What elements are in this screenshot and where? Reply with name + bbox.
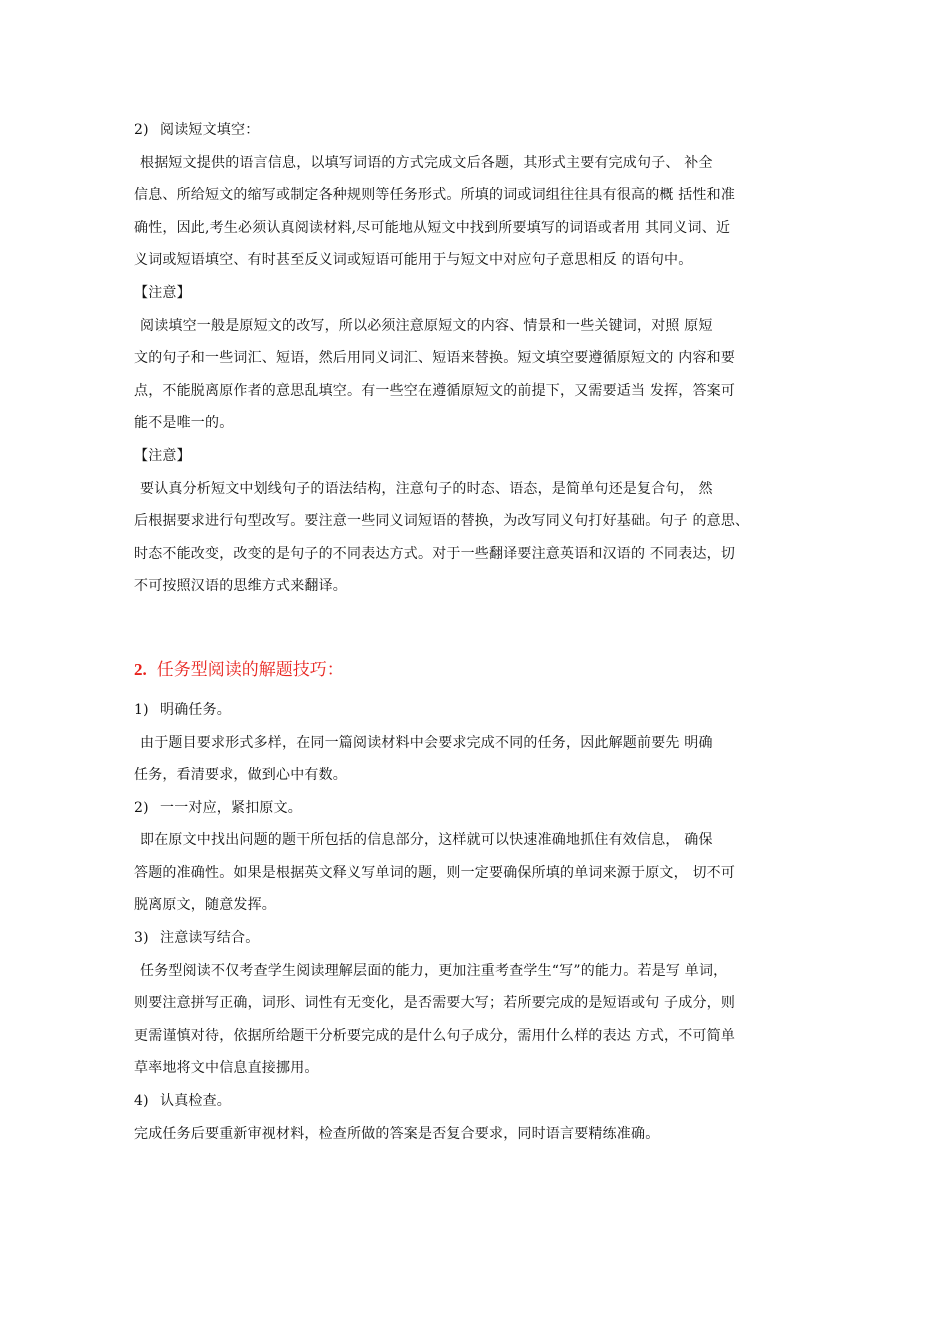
list-marker: 2) (134, 122, 149, 138)
note-label: 【注意】 (134, 448, 191, 464)
paragraph-line: 由于题目要求形式多样，在同一篇阅读材料中会要求完成不同的任务，因此解题前要先 明确 (140, 735, 713, 751)
paragraph-line: 完成任务后要重新审视材料，检查所做的答案是否复合要求，同时语言要精练准确。 (134, 1126, 660, 1142)
paragraph-line: 能不是唯一的。 (134, 415, 234, 431)
list-item-text: 明确任务。 (160, 702, 231, 718)
paragraph-line: 后根据要求进行句型改写。要注意一些同义词短语的替换，为改写同义句打好基础。句子 的意思、 (134, 513, 750, 529)
paragraph-line: 点，不能脱离原作者的意思乱填空。有一些空在遵循原短文的前提下，又需要适当 发挥，答案可 (134, 383, 736, 399)
paragraph-line: 文的句子和一些词汇、短语，然后用同义词汇、短语来替换。短文填空要遵循原短文的 内容和要 (134, 350, 736, 366)
paragraph-line: 不可按照汉语的思维方式来翻译。 (134, 578, 347, 594)
list-marker: 1) (134, 702, 149, 718)
paragraph-line: 根据短文提供的语言信息，以填写词语的方式完成文后各题，其形式主要有完成句子、 补全 (140, 155, 713, 171)
list-item-1 (134, 700, 231, 720)
paragraph-line: 更需谨慎对待，依据所给题干分析要完成的是什么句子成分，需用什么样的表达 方式，不可简单 (134, 1028, 736, 1044)
list-marker: 2) (134, 800, 149, 816)
paragraph-line: 要认真分析短文中划线句子的语法结构，注意句子的时态、语态，是简单句还是复合句， 然 (140, 481, 713, 497)
paragraph-line: 义词或短语填空、有时甚至反义词或短语可能用于与短文中对应句子意思相反 的语句中。 (134, 252, 693, 268)
paragraph-line: 任务型阅读不仅考查学生阅读理解层面的能力，更加注重考查学生“写”的能力。若是写 单词， (140, 963, 728, 979)
paragraph-line: 草率地将文中信息直接挪用。 (134, 1060, 319, 1076)
list-item-2 (134, 120, 259, 140)
list-marker: 4) (134, 1093, 149, 1109)
section-title: 任务型阅读的解题技巧： (156, 660, 344, 680)
paragraph-line: 时态不能改变，改变的是句子的不同表达方式。对于一些翻译要注意英语和汉语的 不同表达，切 (134, 546, 736, 562)
paragraph-line: 任务，看清要求，做到心中有数。 (134, 767, 347, 783)
list-item-text: 认真检查。 (160, 1093, 231, 1109)
paragraph-line: 答题的准确性。如果是根据英文释义写单词的题，则一定要确保所填的单词来源于原文， 切不可 (134, 865, 736, 881)
paragraph-line: 阅读填空一般是原短文的改写，所以必须注意原短文的内容、情景和一些关键词，对照 原短 (140, 318, 713, 334)
paragraph-line: 信息、所给短文的缩写或制定各种规则等任务形式。所填的词或词组往往具有很高的概 括性和准 (134, 187, 736, 203)
note-label: 【注意】 (134, 285, 191, 301)
section-number: 2. (134, 660, 147, 679)
list-item-text: 注意读写结合。 (160, 930, 260, 946)
paragraph-line: 即在原文中找出问题的题干所包括的信息部分，这样就可以快速准确地抓住有效信息， 确保 (140, 832, 713, 848)
list-marker: 3) (134, 930, 149, 946)
list-item-2 (134, 798, 302, 818)
paragraph-line: 脱离原文，随意发挥。 (134, 897, 276, 913)
list-item-3 (134, 928, 259, 948)
paragraph-line: 则要注意拼写正确，词形、词性有无变化，是否需要大写；若所要完成的是短语或句 子成分，则 (134, 995, 736, 1011)
list-item-text: 一一对应，紧扣原文。 (160, 800, 302, 816)
list-item-text: 阅读短文填空： (160, 122, 260, 138)
section-heading (134, 659, 344, 681)
paragraph-line: 确性，因此,考生必须认真阅读材料,尽可能地从短文中找到所要填写的词语或者用 其同义词、近 (134, 220, 731, 236)
list-item-4 (134, 1091, 231, 1111)
